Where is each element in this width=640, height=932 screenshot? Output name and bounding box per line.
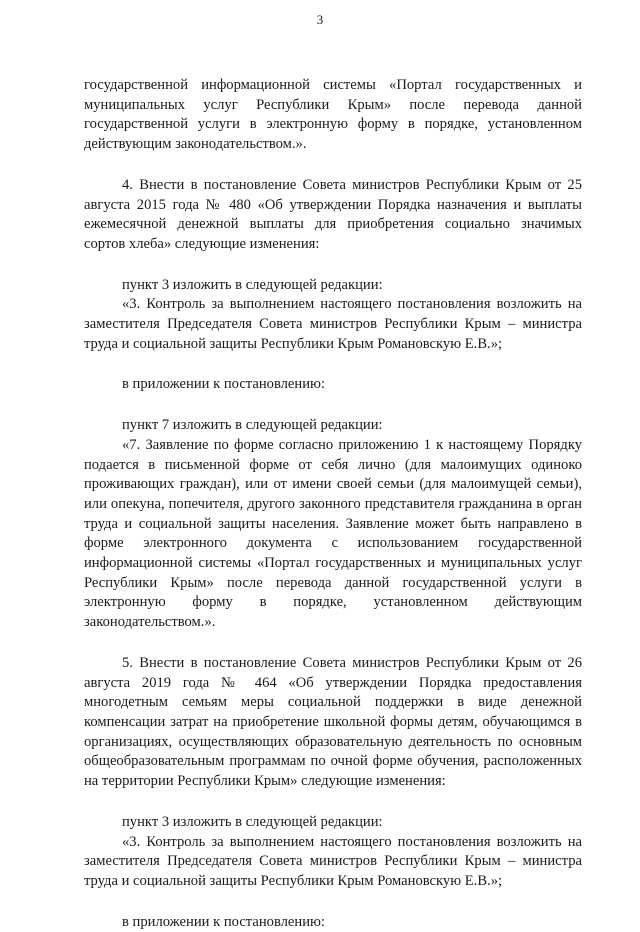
paragraph-clause-7-text: «7. Заявление по форме согласно приложению 1 к настоящему Порядку подается в письменной форме от себя лично (для малоимущих одиноко проживающих граждан), или от имени своей семьи (для малоимущей семьи), или опекуна, попечителя, другого законного представителя гражданина в орган труда и социальной защиты населения. Заявление может быть направлено в форме электронного документа с использованием государственной информационной системы «Портал государственных и муниципальных услуг Республики Крым» после перевода данной государственной услуги в электронную форму в порядке, установленном действующим законодательством.». [84,436,582,631]
paragraph-item-5: 5. Внести в постановление Совета министров Республики Крым от 26 августа 2019 года № 464 «Об утверждении Порядка предоставления многодетным семьям меры социальной поддержки в виде денежной компенсации затрат на приобретение школьной формы детям, обучающимся в организациях, осуществляющих образовательную деятельность по основным общеобразовательным программам по очной форме обучения, расположенных на территории Республики Крым» следующие изменения: [84,654,582,790]
paragraph-clause-3-intro-second: пункт 3 изложить в следующей редакции: [122,813,383,830]
page-number: 3 [316,12,324,27]
paragraph-appendix-intro: в приложении к постановлению: [122,376,325,393]
paragraph-clause-3-intro: пункт 3 изложить в следующей редакции: [122,276,383,293]
paragraph-appendix-intro-second: в приложении к постановлению: [122,913,325,930]
document-body [84,76,582,932]
paragraph-item-4: 4. Внести в постановление Совета министров Республики Крым от 25 августа 2015 года № 480 «Об утверждении Порядка назначения и выплаты ежемесячной денежной выплаты для приобретения социально значимых сортов хлеба» следующие изменения: [84,176,582,252]
paragraph-clause-3-text: «3. Контроль за выполнением настоящего постановления возложить на заместителя Председателя Совета министров Республики Крым – министра труда и социальной защиты Республики Крым Романовскую Е.В.»; [84,296,582,352]
paragraph-continuation: государственной информационной системы «Портал государственных и муниципальных услуг Республики Крым» после перевода данной государственной услуги в электронную форму в порядке, установленном действующим законодательством.». [84,77,582,153]
paragraph-clause-3-text-second: «3. Контроль за выполнением настоящего постановления возложить на заместителя Председателя Совета министров Республики Крым – министра труда и социальной защиты Республики Крым Романовскую Е.В.»; [84,833,582,889]
paragraph-clause-7-intro: пункт 7 изложить в следующей редакции: [122,417,383,434]
